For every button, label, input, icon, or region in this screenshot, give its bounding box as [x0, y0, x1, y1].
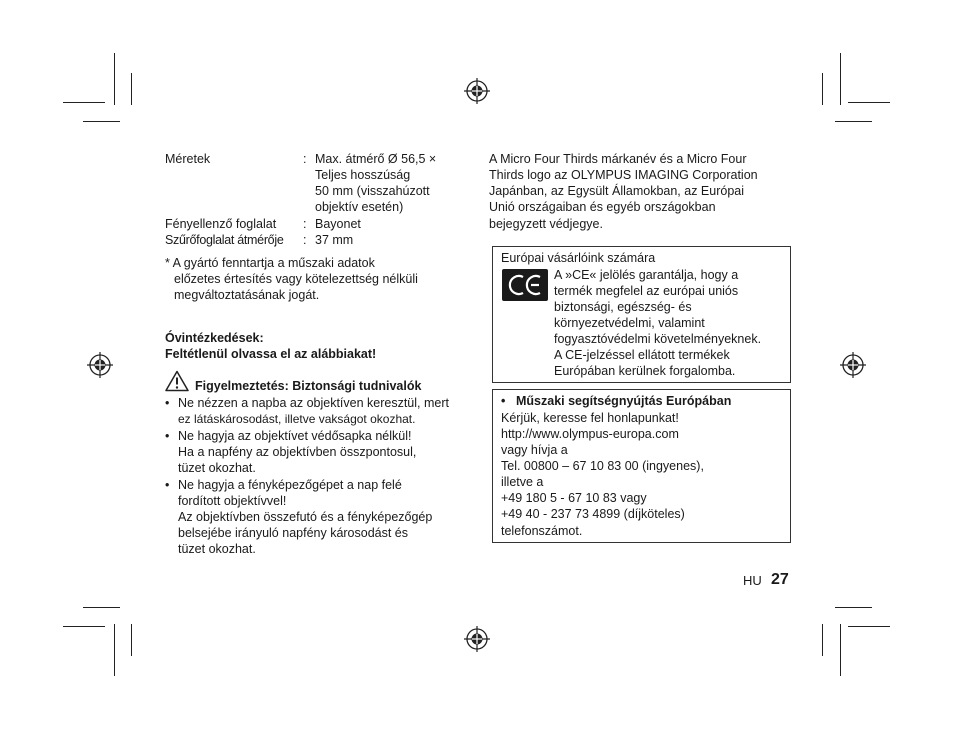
- page-number: 27: [771, 571, 789, 588]
- registration-mark-icon: [840, 352, 866, 378]
- list-item: ez látáskárosodást, illetve vakságot okozhat.: [178, 412, 416, 426]
- spec-value: Teljes hosszúság: [315, 168, 411, 182]
- ce-logo-icon: [502, 269, 548, 301]
- spec-label: Fényellenző foglalat: [165, 217, 277, 231]
- trademark-line: bejegyzett védjegye.: [489, 217, 603, 231]
- precautions-heading: Óvintézkedések:: [165, 331, 264, 345]
- spec-separator: :: [303, 217, 307, 231]
- crop-mark: [835, 607, 872, 608]
- list-item: tüzet okozhat.: [178, 461, 256, 475]
- ce-line: termék megfelel az európai uniós: [554, 284, 739, 298]
- crop-mark: [822, 73, 823, 105]
- crop-mark: [63, 626, 105, 627]
- crop-mark: [83, 121, 120, 122]
- trademark-line: Thirds logo az OLYMPUS IMAGING Corporation: [489, 168, 758, 182]
- spec-label: Szűrőfoglalat átmérője: [165, 233, 284, 247]
- list-item: tüzet okozhat.: [178, 542, 256, 556]
- crop-mark: [840, 53, 841, 105]
- list-item: fordított objektívvel!: [178, 494, 287, 508]
- trademark-line: A Micro Four Thirds márkanév és a Micro Four: [489, 152, 747, 166]
- crop-mark: [835, 121, 872, 122]
- support-line: +49 180 5 - 67 10 83 vagy: [501, 491, 647, 505]
- ce-line: A »CE« jelölés garantálja, hogy a: [554, 268, 739, 282]
- support-line: illetve a: [501, 475, 544, 489]
- list-item: Ha a napfény az objektívben összpontosul,: [178, 445, 417, 459]
- support-line: telefonszámot.: [501, 524, 583, 538]
- list-item: Ne hagyja az objektívet védősapka nélkül!: [178, 429, 412, 443]
- crop-mark: [83, 607, 120, 608]
- ce-box-title: Európai vásárlóink számára: [501, 251, 656, 265]
- ce-line: Európában kerülnek forgalomba.: [554, 364, 736, 378]
- list-item: Az objektívben összefutó és a fényképezőgép: [178, 510, 433, 524]
- crop-mark: [131, 73, 132, 105]
- support-line: +49 40 - 237 73 4899 (díjköteles): [501, 507, 685, 521]
- trademark-line: Unió országaiban és egyéb országokban: [489, 200, 716, 214]
- language-code: HU: [743, 573, 762, 588]
- spec-value: 37 mm: [315, 233, 354, 247]
- ce-line: környezetvédelmi, valamint: [554, 316, 705, 330]
- note-line: megváltoztatásának jogát.: [174, 288, 320, 302]
- list-item: Ne nézzen a napba az objektíven keresztül, mert: [178, 396, 449, 410]
- warning-title: Figyelmeztetés: Biztonsági tudnivalók: [195, 379, 422, 393]
- precautions-subheading: Feltétlenül olvassa el az alábbiakat!: [165, 347, 377, 361]
- crop-mark: [114, 624, 115, 676]
- crop-mark: [63, 102, 105, 103]
- crop-mark: [114, 53, 115, 105]
- crop-mark: [840, 624, 841, 676]
- list-item: belsejébe irányuló napfény károsodást és: [178, 526, 409, 540]
- crop-mark: [822, 624, 823, 656]
- support-line: Kérjük, keresse fel honlapunkat!: [501, 411, 679, 425]
- spec-separator: :: [303, 233, 307, 247]
- spec-value: 50 mm (visszahúzott: [315, 184, 430, 198]
- bullet-icon: •: [501, 394, 506, 408]
- note-line: előzetes értesítés vagy kötelezettség nélküli: [174, 272, 418, 286]
- support-url: http://www.olympus-europa.com: [501, 427, 679, 441]
- support-box-title: Műszaki segítségnyújtás Európában: [516, 394, 732, 408]
- ce-line: A CE-jelzéssel ellátott termékek: [554, 348, 730, 362]
- registration-mark-icon: [87, 352, 113, 378]
- trademark-line: Japánban, az Egysült Államokban, az Európai: [489, 184, 745, 198]
- spec-value: objektív esetén): [315, 200, 404, 214]
- bullet-icon: •: [165, 478, 170, 492]
- spec-value: Bayonet: [315, 217, 361, 231]
- note-line: * A gyártó fenntartja a műszaki adatok: [165, 256, 375, 270]
- support-line: vagy hívja a: [501, 443, 568, 457]
- bullet-icon: •: [165, 429, 170, 443]
- registration-mark-icon: [464, 626, 490, 652]
- registration-mark-icon: [464, 78, 490, 104]
- crop-mark: [848, 102, 890, 103]
- bullet-icon: •: [165, 396, 170, 410]
- crop-mark: [131, 624, 132, 656]
- crop-mark: [848, 626, 890, 627]
- list-item: Ne hagyja a fényképezőgépet a nap felé: [178, 478, 402, 492]
- spec-value: Max. átmérő Ø 56,5 ×: [315, 152, 437, 166]
- support-line: Tel. 00800 – 67 10 83 00 (ingyenes),: [501, 459, 704, 473]
- spec-separator: :: [303, 152, 307, 166]
- warning-icon: [165, 370, 189, 392]
- spec-label: Méretek: [165, 152, 211, 166]
- ce-line: biztonsági, egészség- és: [554, 300, 692, 314]
- ce-line: fogyasztóvédelmi követelményeknek.: [554, 332, 762, 346]
